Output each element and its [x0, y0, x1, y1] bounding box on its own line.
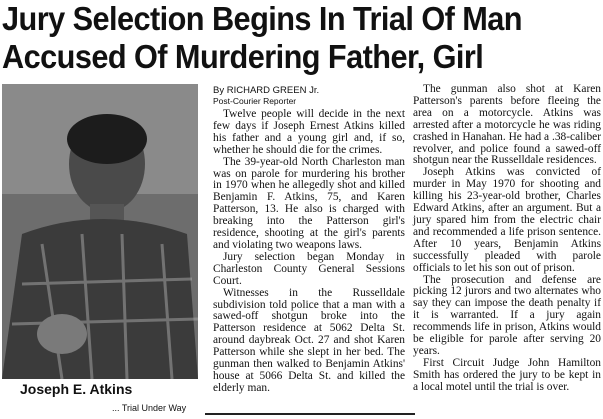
headline: [2, 0, 560, 76]
photo-caption-name: Joseph E. Atkins: [20, 381, 133, 397]
paragraph: First Circuit Judge John Hamilton Smith has ordered the jury to be kept in a local motel until the trial is over.: [413, 356, 601, 393]
photo-caption-subtitle: ... Trial Under Way: [112, 403, 187, 413]
byline-role: Post-Courier Reporter: [213, 96, 297, 106]
headline-line-2: Accused Of Murdering Father, Girl: [2, 38, 484, 75]
paragraph: Jury selection began Monday in Charleston County General Sessions Court.: [213, 250, 405, 287]
paragraph: Twelve people will decide in the next few days if Joseph Ernest Atkins killed his father and a young girl and, if so, whether he should die for the crimes.: [213, 108, 405, 156]
paragraph: The prosecution and defense are picking 12 jurors and two alternates who say they can impose the death penalty if it is warranted. If a jury again recommends life in prison, Atkins would be eligible for parole after serving 20 years.: [413, 273, 601, 357]
paragraph: The gunman also shot at Karen Patterson's parents before fleeing the area on a motorcycle. Atkins was arrested after a motorcycle he was riding crashed in Hanahan. He had a .38-caliber revolver, and police found a sawed-off shotgun near the Russelldale residences.: [413, 83, 601, 167]
article-column-2: [413, 84, 601, 394]
article-column-1: [213, 86, 405, 395]
byline-author: By RICHARD GREEN Jr.: [213, 85, 320, 96]
paragraph: The 39-year-old North Charleston man was on parole for murdering his brother in 1970 when he allegedly shot and killed Benjamin F. Atkins, 75, and Karen Patterson, 13. He also is charged with breaking into the Patterson girl's residence, shooting at the girl's parents and violating two weapons laws.: [213, 155, 405, 251]
headline-line-1: Jury Selection Begins In Trial Of Man: [2, 0, 522, 37]
portrait-image: [2, 84, 198, 379]
paragraph: Joseph Atkins was convicted of murder in May 1970 for shooting and killing his 23-year-old brother, Charles Edward Atkins, after an argument. But a jury spared him from the electric chair and recommended a life prison sentence. After 10 years, Benjamin Atkins successfully pleaded with parole officials to let his son out of prison.: [413, 166, 601, 274]
paragraph: Witnesses in the Russelldale subdivision told police that a man with a sawed-off shotgun broke into the Patterson residence at 5062 Delta St. around daybreak Oct. 27 and shot Karen Patterson while she slept in her bed. The gunman then walked to Benjamin Atkins' house at 5066 Delta St. and killed the elderly man.: [213, 286, 405, 394]
photo-of-defendant: [2, 84, 198, 379]
column-divider-rule: [205, 413, 415, 415]
